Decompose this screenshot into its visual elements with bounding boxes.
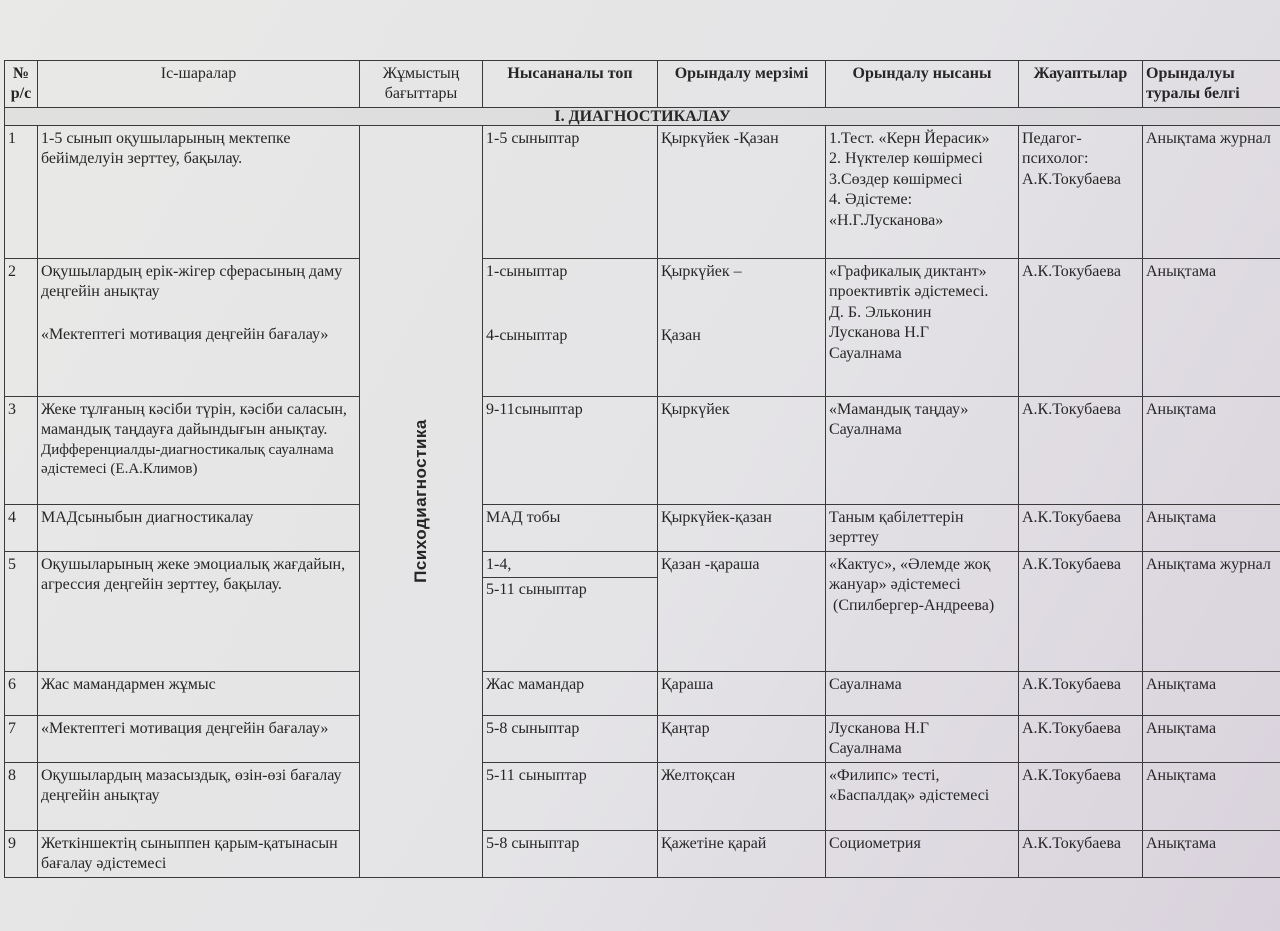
row-number: 6 (5, 671, 38, 715)
row-mark: Анықтама (1143, 504, 1280, 551)
row-number: 7 (5, 715, 38, 762)
table-row (5, 830, 1280, 877)
header-directions: Жұмыстың бағыттары (360, 61, 483, 108)
direction-cell (360, 125, 483, 877)
row-term: Қыркүйек -Қазан (658, 125, 826, 258)
row-activity: Оқушылардың мазасыздық, өзін-өзі бағалау деңгейін анықтау (38, 762, 360, 830)
row-term: Қажетіне қарай (658, 830, 826, 877)
row-responsible: А.К.Токубаева (1019, 551, 1143, 671)
row-group: Жас мамандар (483, 671, 658, 715)
row-form (826, 258, 1019, 396)
row-responsible: Педагог-психолог: А.К.Токубаева (1019, 125, 1143, 258)
row-form (826, 715, 1019, 762)
form-line: 1.Тест. «Керн Йерасик» (829, 129, 990, 147)
row-mark: Анықтама (1143, 762, 1280, 830)
activity-line: Жеке тұлғаның кәсіби түрін, кәсіби саласын, мамандық таңдауға дайындығын анықтау. (41, 400, 347, 439)
form-line: Сауалнама (829, 675, 902, 693)
group-line: 4-сыныптар (486, 327, 568, 345)
row-mark: Анықтама журнал (1143, 551, 1280, 671)
row-mark: Анықтама (1143, 671, 1280, 715)
group-line: 1-сыныптар (486, 262, 568, 280)
form-line: Лусканова Н.Г (829, 719, 929, 737)
section-row (5, 107, 1280, 125)
table-row (5, 762, 1280, 830)
form-line: 2. Нүктелер көшірмесі (829, 150, 983, 168)
row-responsible: А.К.Токубаева (1019, 715, 1143, 762)
group-line: 1-4, (483, 555, 657, 578)
row-term: Қазан -қараша (658, 551, 826, 671)
row-group: 9-11сыныптар (483, 396, 658, 504)
form-line: «Кактус», «Әлемде жоқ жануар» әдістемесі (829, 555, 991, 594)
form-line: 3.Сөздер көшірмесі (829, 170, 963, 188)
header-mark: Орындалуы туралы белгі (1143, 61, 1280, 108)
row-number: 5 (5, 551, 38, 671)
form-line: Сауалнама (829, 740, 902, 758)
form-line: Лусканова Н.Г (829, 324, 929, 342)
row-mark: Анықтама (1143, 258, 1280, 396)
row-group (483, 551, 658, 671)
header-number: № р/с (5, 61, 38, 108)
row-activity: Жеткіншектің сыныппен қарым-қатынасын бағалау әдістемесі (38, 830, 360, 877)
activity-line: Дифференциалды-диагностикалық сауалнама әдістемесі (Е.А.Климов) (41, 441, 334, 478)
row-form (826, 396, 1019, 504)
row-responsible: А.К.Токубаева (1019, 671, 1143, 715)
row-number: 9 (5, 830, 38, 877)
row-responsible: А.К.Токубаева (1019, 258, 1143, 396)
term-line: Қазан (661, 327, 701, 345)
row-form (826, 762, 1019, 830)
table-row (5, 396, 1280, 504)
row-activity (38, 396, 360, 504)
row-term: Қараша (658, 671, 826, 715)
form-line: «Графикалық диктант» проективтік әдістемесі. (829, 262, 989, 301)
form-line: «Баспалдақ» әдістемесі (829, 787, 990, 805)
row-form (826, 504, 1019, 551)
group-line: 5-11 сыныптар (486, 581, 587, 599)
row-term: Қыркүйек-қазан (658, 504, 826, 551)
row-responsible: А.К.Токубаева (1019, 762, 1143, 830)
row-term (658, 258, 826, 396)
header-activities: Іс-шаралар (38, 61, 360, 108)
row-group (483, 258, 658, 396)
table-row (5, 551, 1280, 671)
row-activity: МАДсыныбын диагностикалау (38, 504, 360, 551)
header-responsible: Жауаптылар (1019, 61, 1143, 108)
row-activity (38, 258, 360, 396)
table-row (5, 504, 1280, 551)
row-mark: Анықтама журнал (1143, 125, 1280, 258)
direction-label: Психодиагностика (411, 419, 431, 584)
row-number: 8 (5, 762, 38, 830)
form-line: Таным қабілеттерін зерттеу (829, 508, 964, 547)
header-form: Орындалу нысаны (826, 61, 1019, 108)
form-line: «Мамандық таңдау» Сауалнама (829, 400, 969, 439)
form-line: Д. Б. Эльконин (829, 303, 932, 321)
row-group: 5-8 сыныптар (483, 715, 658, 762)
term-line: Қыркүйек – (661, 262, 742, 280)
row-activity: 1-5 сынып оқушыларының мектепке бейімделуін зерттеу, бақылау. (38, 125, 360, 258)
row-responsible: А.К.Токубаева (1019, 396, 1143, 504)
row-term: Қаңтар (658, 715, 826, 762)
row-term: Желтоқсан (658, 762, 826, 830)
row-activity: Оқушыларының жеке эмоциалық жағдайын, агрессия деңгейін зерттеу, бақылау. (38, 551, 360, 671)
row-activity: Жас мамандармен жұмыс (38, 671, 360, 715)
form-line: «Филипс» тесті, (829, 766, 940, 784)
row-form (826, 671, 1019, 715)
row-mark: Анықтама (1143, 715, 1280, 762)
header-term: Орындалу мерзімі (658, 61, 826, 108)
form-line: Социометрия (829, 834, 921, 852)
header-target-group: Нысананалы топ (483, 61, 658, 108)
row-responsible: А.К.Токубаева (1019, 504, 1143, 551)
row-form (826, 551, 1019, 671)
section-title: І. ДИАГНОСТИКАЛАУ (5, 107, 1280, 125)
row-form (826, 830, 1019, 877)
table-row (5, 258, 1280, 396)
row-form (826, 125, 1019, 258)
row-activity: «Мектептегі мотивация деңгейін бағалау» (38, 715, 360, 762)
row-group: 5-8 сыныптар (483, 830, 658, 877)
row-responsible: А.К.Токубаева (1019, 830, 1143, 877)
row-mark: Анықтама (1143, 830, 1280, 877)
work-plan-table (4, 60, 1280, 878)
form-line: 4. Әдістеме: «Н.Г.Лусканова» (829, 191, 944, 229)
form-line: (Спилбергер-Андреева) (833, 596, 995, 614)
row-term: Қыркүйек (658, 396, 826, 504)
row-group: 1-5 сыныптар (483, 125, 658, 258)
activity-line: «Мектептегі мотивация деңгейін бағалау» (41, 325, 329, 343)
row-group: МАД тобы (483, 504, 658, 551)
row-number: 3 (5, 396, 38, 504)
form-line: Сауалнама (829, 344, 902, 362)
row-number: 2 (5, 258, 38, 396)
row-mark: Анықтама (1143, 396, 1280, 504)
row-number: 1 (5, 125, 38, 258)
table-row (5, 715, 1280, 762)
row-number: 4 (5, 504, 38, 551)
table-row (5, 125, 1280, 258)
table-header-row (5, 61, 1280, 108)
activity-line: Оқушылардың ерік-жігер сферасының даму деңгейін анықтау (41, 262, 343, 301)
row-group: 5-11 сыныптар (483, 762, 658, 830)
table-row (5, 671, 1280, 715)
